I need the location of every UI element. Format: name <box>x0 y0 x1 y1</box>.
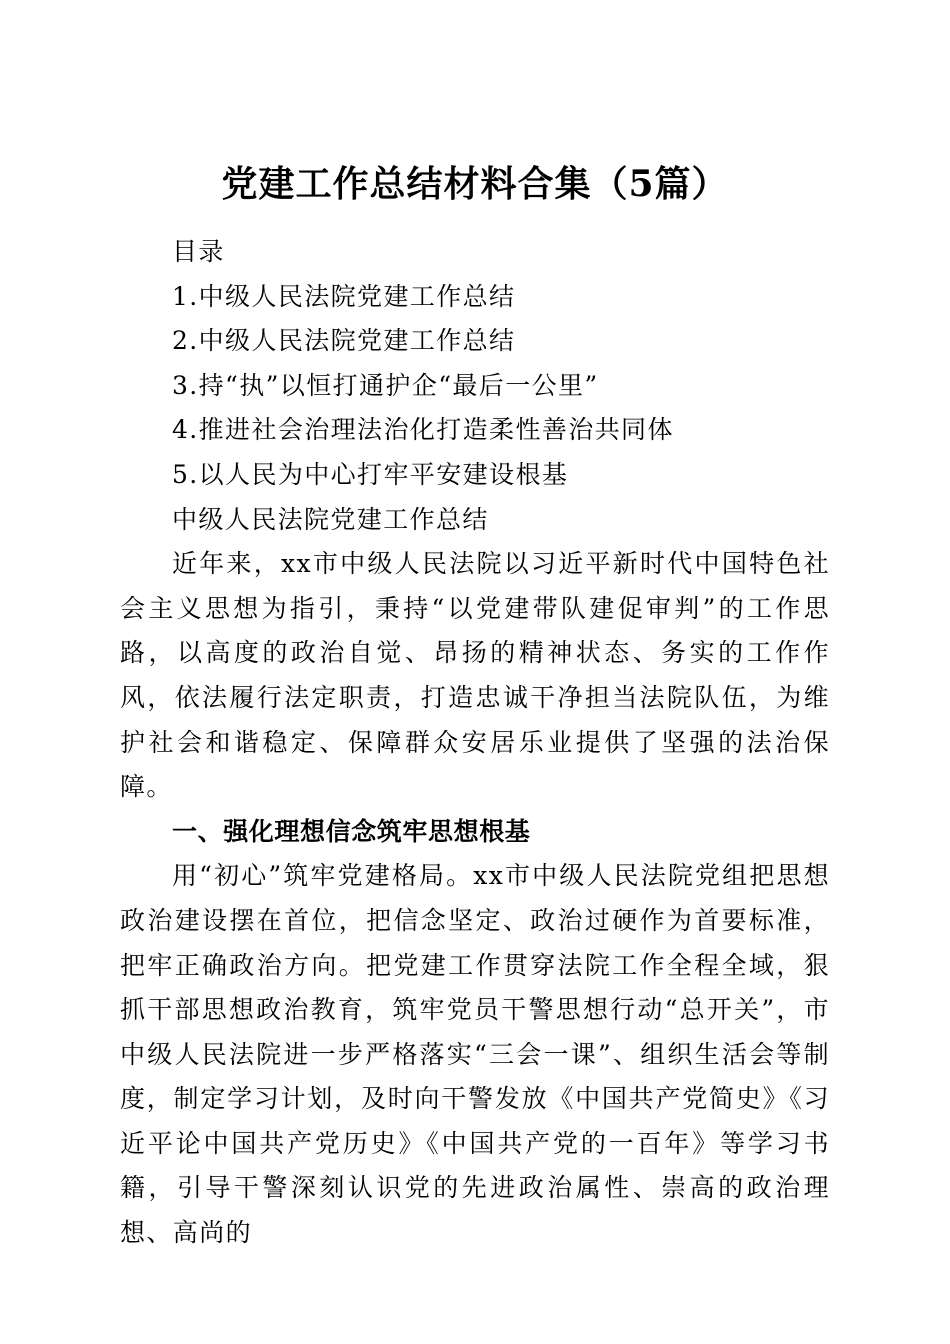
document-body <box>120 230 830 1256</box>
section-title: 中级人民法院党建工作总结 <box>172 504 489 534</box>
intro-paragraph: 近年来，xx市中级人民法院以习近平新时代中国特色社会主义思想为指引，秉持“以党建带队建促审判”的工作思路，以高度的政治自觉、昂扬的精神状态、务实的工作作风，依法履行法定职责，打造忠诚干净担当法院队伍，为维护社会和谐稳定、保障群众安居乐业提供了坚强的法治保障。 <box>120 549 830 802</box>
section-heading-1: 一、强化理想信念筑牢思想根基 <box>172 816 531 846</box>
document-title: 党建工作总结材料合集（5篇） <box>221 163 729 206</box>
toc-item-4: 4.推进社会治理法治化打造柔性善治共同体 <box>172 415 674 445</box>
paragraph-1: 用“初心”筑牢党建格局。xx市中级人民法院党组把思想政治建设摆在首位，把信念坚定、政治过硬作为首要标准，把牢正确政治方向。把党建工作贯穿法院工作全程全域，狠抓干部思想政治教育，筑牢党员干警思想行动“总开关”，市中级人民法院进一步严格落实“三会一课”、组织生活会等制度，制定学习计划，及时向干警发放《中国共产党简史》《习近平论中国共产党历史》《中国共产党的一百年》等学习书籍，引导干警深刻认识党的先进政治属性、崇高的政治理想、高尚的 <box>120 861 830 1248</box>
toc-label: 目录 <box>172 237 225 266</box>
toc-item-1: 1.中级人民法院党建工作总结 <box>172 281 516 311</box>
toc-item-5: 5.以人民为中心打牢平安建设根基 <box>172 459 569 489</box>
toc-item-2: 2.中级人民法院党建工作总结 <box>172 326 516 356</box>
toc-item-3: 3.持“执”以恒打通护企“最后一公里” <box>172 370 599 400</box>
